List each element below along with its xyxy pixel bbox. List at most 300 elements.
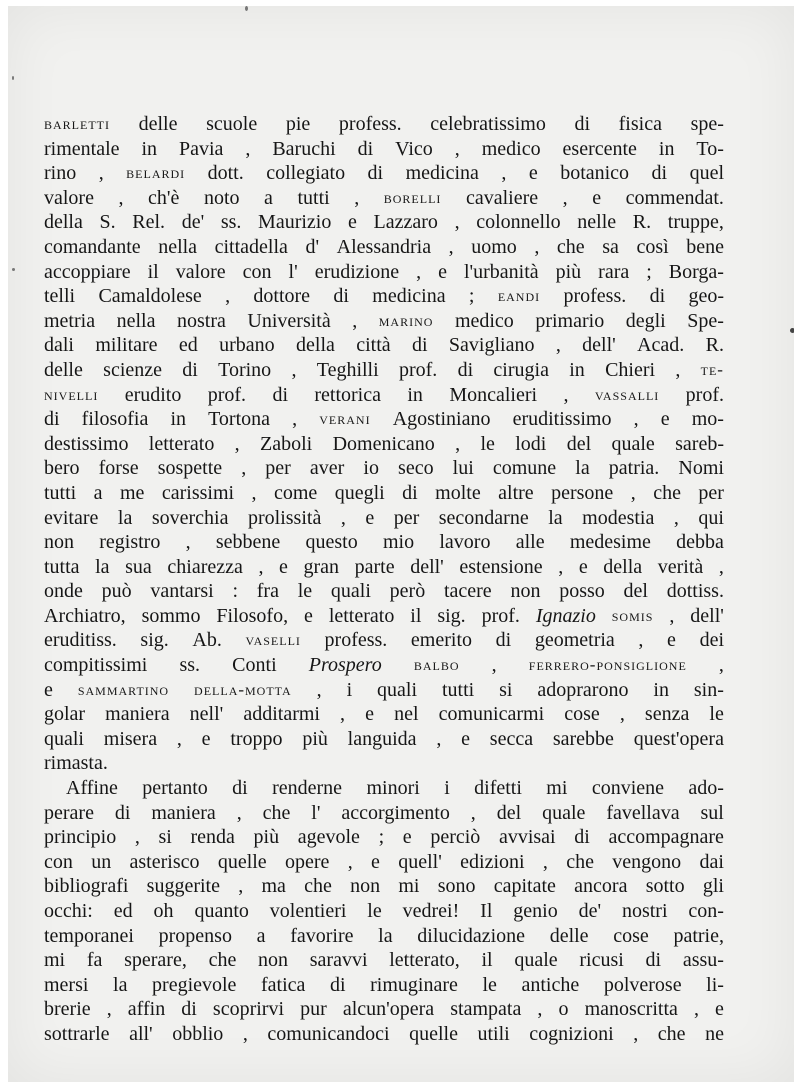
word: vedrei! xyxy=(402,900,460,922)
word: sig. xyxy=(140,629,169,652)
word: lavoro xyxy=(439,531,491,554)
word: , xyxy=(555,334,561,357)
word: , xyxy=(454,211,460,234)
word: comune xyxy=(492,457,557,480)
word: dali xyxy=(44,334,74,357)
word: e xyxy=(592,186,602,209)
word: Savigliano xyxy=(448,334,535,357)
text-line xyxy=(44,924,724,949)
name-word: eandi xyxy=(497,286,541,306)
word: rara xyxy=(598,260,630,283)
word: ricusi xyxy=(579,949,624,972)
word: me xyxy=(120,481,145,504)
word: che xyxy=(653,481,681,504)
word: de' xyxy=(181,211,205,234)
word: uomo xyxy=(471,235,517,258)
word: scienze xyxy=(103,358,163,381)
word: celebratissimo xyxy=(430,113,546,135)
text-line xyxy=(44,481,724,506)
word: , xyxy=(238,875,244,898)
word: collegiato xyxy=(266,162,346,185)
word: seco xyxy=(398,457,434,480)
word: minori xyxy=(366,777,420,800)
word: accoppiare xyxy=(44,260,131,283)
word: , xyxy=(291,358,297,381)
name-word: sammartino xyxy=(77,679,170,699)
word: , xyxy=(455,432,461,455)
name-word: vaselli xyxy=(245,630,301,650)
word: più xyxy=(302,727,328,750)
word: di xyxy=(412,334,428,357)
word: quali xyxy=(330,580,371,603)
word: languida xyxy=(347,727,417,750)
word: quelle xyxy=(409,1022,458,1045)
word: sottrarle xyxy=(44,1022,110,1045)
word: Moncalieri xyxy=(449,383,538,406)
text-line xyxy=(44,284,724,309)
word: ; xyxy=(468,285,475,308)
word: , xyxy=(176,727,182,750)
text-line xyxy=(44,579,724,604)
word: questo xyxy=(305,531,358,554)
word: Domenicano xyxy=(332,432,435,455)
word: di xyxy=(574,826,590,849)
word: in xyxy=(407,383,423,406)
word: carissimi xyxy=(161,481,235,504)
word: fatica xyxy=(261,973,306,996)
word: renda xyxy=(190,826,235,849)
word: la xyxy=(95,555,110,578)
word: dai xyxy=(699,850,724,873)
word: sareb- xyxy=(675,432,724,455)
word: e xyxy=(348,211,357,234)
word: la xyxy=(575,457,590,480)
word: , xyxy=(436,727,442,750)
word: le xyxy=(480,432,495,455)
word: mi xyxy=(546,777,568,800)
word: medicina xyxy=(405,162,479,185)
word: profess. xyxy=(563,285,627,308)
word: le xyxy=(482,973,497,996)
text-line xyxy=(44,1022,724,1047)
word: patrie, xyxy=(673,924,724,947)
word: di xyxy=(651,162,668,185)
word: del xyxy=(566,432,592,455)
word: gli xyxy=(702,875,724,898)
word: eruditissimo xyxy=(512,408,612,431)
word: mersi xyxy=(44,973,89,996)
word: comandante xyxy=(44,235,141,258)
name-word: barletti xyxy=(44,114,110,133)
word: nella xyxy=(158,235,198,258)
word: posso xyxy=(559,580,605,603)
word: perare xyxy=(44,801,94,824)
word: volentieri xyxy=(269,900,347,922)
word: di xyxy=(333,285,349,308)
word: agevole xyxy=(297,826,360,849)
word: soverchia xyxy=(151,506,229,529)
word: tutti xyxy=(44,481,77,504)
word: erudizione xyxy=(314,260,400,283)
word: e xyxy=(279,555,288,578)
word: dott. xyxy=(207,162,244,185)
word: in xyxy=(653,678,669,701)
word: di xyxy=(495,629,512,652)
word: , xyxy=(630,481,636,504)
word: forse xyxy=(98,457,139,480)
word: opere xyxy=(285,850,330,873)
word: quelle xyxy=(217,850,267,873)
word: quest'opera xyxy=(633,727,724,750)
word: , xyxy=(225,285,231,308)
word: non xyxy=(44,531,74,554)
text-line xyxy=(44,702,724,727)
word: propenso xyxy=(158,924,232,947)
word: aver xyxy=(309,457,345,480)
word: prof. xyxy=(481,604,520,627)
word: sono xyxy=(437,875,476,898)
word: capitate xyxy=(493,875,556,898)
word: però xyxy=(389,580,426,603)
text-line xyxy=(44,137,724,162)
word: ado- xyxy=(688,777,724,800)
name-word: vassalli xyxy=(594,384,660,404)
word: rimentale xyxy=(44,137,120,160)
name-word: marino xyxy=(378,310,434,330)
word: più xyxy=(555,260,582,283)
text-line xyxy=(44,973,724,998)
word: le xyxy=(709,703,724,726)
word: quale xyxy=(514,949,558,972)
word: che xyxy=(304,875,332,898)
word: verità xyxy=(657,555,704,578)
name-word: della-motta xyxy=(194,679,292,699)
word: militare xyxy=(95,334,158,357)
word: telli xyxy=(44,285,76,308)
word: dell' xyxy=(690,604,724,627)
word: non xyxy=(258,949,289,972)
word: , xyxy=(251,481,257,504)
text-line xyxy=(44,186,724,211)
word: sul xyxy=(700,801,724,824)
word: sospette xyxy=(157,457,223,480)
name-word: balbo xyxy=(413,655,460,675)
word: sin- xyxy=(693,678,724,701)
word: l' xyxy=(311,801,321,824)
text-line xyxy=(44,161,724,186)
word: botanico xyxy=(560,162,630,185)
word: misera xyxy=(103,727,158,750)
word: ed xyxy=(113,900,133,922)
word: cognizioni xyxy=(529,1022,614,1045)
word: delle xyxy=(549,924,589,947)
word: S. xyxy=(99,211,116,234)
word: troppo xyxy=(230,727,283,750)
word: letterato xyxy=(148,432,215,455)
word: e xyxy=(365,506,375,529)
word: , xyxy=(416,260,422,283)
word: e xyxy=(365,703,375,726)
word: Ignazio xyxy=(535,604,596,627)
word: si xyxy=(158,826,172,849)
word: saravvi xyxy=(309,949,368,972)
word: Acad. xyxy=(637,334,685,357)
word: sommo xyxy=(141,604,201,627)
word: obblio xyxy=(172,1022,224,1045)
word: in xyxy=(658,137,675,160)
word: letterato xyxy=(328,604,395,627)
word: letterato, xyxy=(389,949,460,972)
word: Filosofo, xyxy=(216,604,289,627)
name-word: borelli xyxy=(383,187,442,207)
text-line xyxy=(44,506,724,531)
word: e xyxy=(667,629,676,652)
word: per xyxy=(265,457,291,480)
word: , xyxy=(316,678,322,701)
word: difetti xyxy=(474,777,522,800)
word: profess. xyxy=(338,113,402,135)
word: pur xyxy=(300,998,327,1021)
name-word: te- xyxy=(700,359,724,379)
word: così xyxy=(636,235,669,258)
text-line xyxy=(44,801,724,826)
word: , xyxy=(241,457,247,480)
word: modestia xyxy=(582,506,655,529)
word: , xyxy=(106,998,112,1021)
word: esercente xyxy=(562,137,637,160)
word: , xyxy=(448,235,454,258)
book-page xyxy=(8,6,794,1082)
word: scuole xyxy=(206,113,258,135)
word: temporanei xyxy=(44,924,134,947)
word: , xyxy=(352,309,358,332)
word: mi xyxy=(44,949,66,972)
word: additarmi xyxy=(243,703,320,726)
word: l' xyxy=(288,260,298,283)
ink-speck xyxy=(790,328,794,333)
word: filosofia xyxy=(81,408,149,431)
word: colonnello xyxy=(476,211,561,234)
word: maniera xyxy=(105,703,170,726)
word: qui xyxy=(698,506,724,529)
word: gran xyxy=(303,555,340,578)
name-word: ferrero-ponsiglione xyxy=(528,655,687,675)
word: avvisai xyxy=(498,826,556,849)
word: può xyxy=(101,580,132,603)
word: patria. xyxy=(608,457,660,480)
word: io xyxy=(363,457,379,480)
word: comunicandoci xyxy=(267,1022,390,1045)
word: , xyxy=(470,801,476,824)
word: Borga- xyxy=(668,260,724,283)
text-line xyxy=(44,407,724,432)
word: quegli xyxy=(334,481,385,504)
text-line xyxy=(44,776,724,801)
word: rettorica xyxy=(314,383,381,406)
word: adoprarono xyxy=(537,678,629,701)
word: i xyxy=(444,777,450,800)
word: con xyxy=(242,260,272,283)
word: vantarsi xyxy=(150,580,214,603)
word: della xyxy=(296,334,335,357)
word: , xyxy=(340,703,346,726)
word: mo- xyxy=(691,408,724,431)
word: Ab. xyxy=(192,629,222,652)
word: , xyxy=(236,801,242,824)
word: in xyxy=(569,358,585,381)
word: per xyxy=(393,506,420,529)
word: secondarne xyxy=(438,506,529,529)
word: alcun'opera xyxy=(342,998,435,1021)
word: eruditiss. xyxy=(44,629,117,652)
word: non xyxy=(350,875,381,898)
word: che xyxy=(657,1022,686,1045)
text-line xyxy=(44,678,724,703)
word: delle xyxy=(44,358,83,381)
text-line xyxy=(44,850,724,875)
word: geo- xyxy=(688,285,724,308)
word: che xyxy=(208,949,237,972)
word: debba xyxy=(676,531,724,554)
word: quale xyxy=(611,432,655,455)
word: persone xyxy=(551,481,614,504)
word: fisica xyxy=(618,113,662,135)
word: , xyxy=(542,850,548,873)
word: a xyxy=(93,481,103,504)
text-line xyxy=(44,555,724,580)
word: sua xyxy=(125,555,152,578)
word: , xyxy=(185,531,191,554)
word: quel xyxy=(689,162,724,185)
text-line xyxy=(44,383,724,408)
word: Camaldolese xyxy=(98,285,202,308)
word: li- xyxy=(706,973,724,996)
word: R. xyxy=(632,211,652,234)
word: il xyxy=(147,260,159,283)
word: medicina xyxy=(372,285,446,308)
word: commendat. xyxy=(625,186,724,209)
word: la xyxy=(117,506,133,529)
word: conviene xyxy=(591,777,664,800)
word: di xyxy=(272,383,288,406)
word: Alessandria xyxy=(336,235,432,258)
word: e xyxy=(201,727,211,750)
word: quell' xyxy=(398,850,442,873)
word: delle xyxy=(138,113,178,135)
word: , xyxy=(501,162,507,185)
word: , xyxy=(693,998,699,1021)
word: stampata xyxy=(450,998,522,1021)
word: Torino xyxy=(218,358,272,381)
word: ss. xyxy=(220,211,242,234)
word: pie xyxy=(285,113,311,135)
word: , xyxy=(534,235,540,258)
text-line xyxy=(44,899,724,924)
text-line xyxy=(44,358,724,383)
word: e xyxy=(528,162,538,185)
text-line xyxy=(44,432,724,457)
word: di xyxy=(574,113,591,135)
word: lodi xyxy=(515,432,547,455)
word: che xyxy=(566,850,594,873)
word: rimasta. xyxy=(44,752,108,775)
word: nel xyxy=(394,703,419,726)
word: tutta xyxy=(44,555,80,578)
text-line xyxy=(44,112,724,137)
word: nell' xyxy=(189,703,224,726)
word: asterisco xyxy=(129,850,200,873)
word: ; xyxy=(646,260,652,283)
word: fa xyxy=(86,949,103,972)
word: , xyxy=(118,186,124,209)
word: nostri xyxy=(621,900,668,922)
word: onde xyxy=(44,580,83,603)
word: a xyxy=(256,924,266,947)
word: di xyxy=(649,285,666,308)
word: mio xyxy=(382,531,415,554)
word: e xyxy=(715,998,724,1021)
ink-speck xyxy=(12,268,15,271)
word: prof. xyxy=(685,383,724,406)
word: truppe, xyxy=(667,211,724,234)
word: , xyxy=(537,998,543,1021)
word: alle xyxy=(515,531,545,554)
text-line xyxy=(44,309,724,334)
word: dilucidazione xyxy=(417,924,526,947)
word: golar xyxy=(44,703,86,726)
name-word: somis xyxy=(611,605,654,625)
word: parte xyxy=(354,555,395,578)
word: cose xyxy=(613,924,649,947)
word: polverose xyxy=(603,973,682,996)
word: geometria xyxy=(534,629,615,652)
word: noto xyxy=(203,186,240,209)
word: dell' xyxy=(582,334,616,357)
word: cavaliere xyxy=(465,186,539,209)
word: Zaboli xyxy=(260,432,313,455)
word: di xyxy=(330,973,346,996)
text-line xyxy=(44,333,724,358)
word: con- xyxy=(688,900,724,922)
word: cirugia xyxy=(493,358,549,381)
word: come xyxy=(273,481,318,504)
word: quanto xyxy=(194,900,249,922)
word: la xyxy=(378,924,393,947)
word: Nomi xyxy=(678,457,724,480)
word: e xyxy=(402,826,412,849)
word: , xyxy=(633,408,639,431)
word: di xyxy=(645,949,662,972)
word: perciò xyxy=(430,826,481,849)
text-line xyxy=(44,751,724,776)
word: Teghilli xyxy=(316,358,379,381)
word: oh xyxy=(153,900,174,922)
word: di xyxy=(232,777,248,800)
word: la xyxy=(548,506,563,529)
word: sarebbe xyxy=(552,727,614,750)
word: prolissità xyxy=(247,506,322,529)
word: dottiss. xyxy=(666,580,724,603)
word: scoprirvi xyxy=(212,998,285,1021)
name-word: belardi xyxy=(126,163,186,183)
word: Lazzaro xyxy=(373,211,438,234)
word: brerie xyxy=(44,998,91,1021)
word: tutti xyxy=(297,186,330,209)
word: medico xyxy=(454,309,514,332)
text-line xyxy=(44,530,724,555)
word: ss. xyxy=(179,654,201,677)
word: altre xyxy=(498,481,534,504)
